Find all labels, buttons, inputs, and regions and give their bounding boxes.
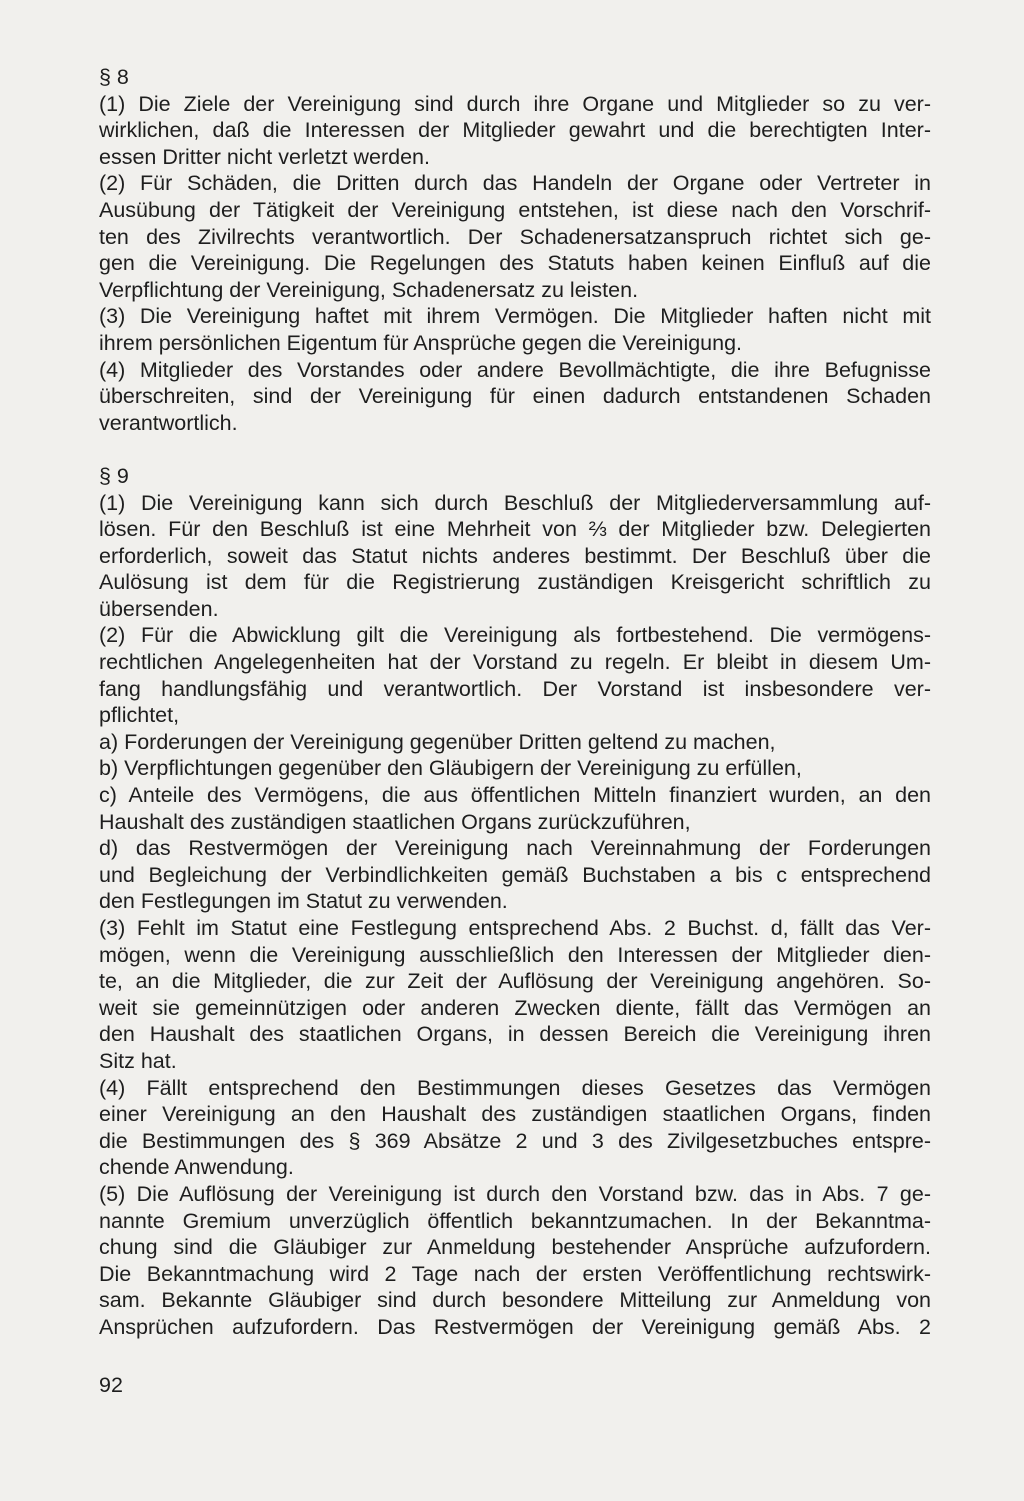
text-line: lösen. Für den Beschluß ist eine Mehrheit von ⅔ der Mitglieder bzw. Delegierten [99, 517, 931, 542]
section-heading: § 8 [99, 65, 129, 89]
text-line: wirklichen, daß die Interessen der Mitglieder gewahrt und die berechtigten Inter- [99, 118, 931, 143]
text-line: chung sind die Gläubiger zur Anmeldung bestehender Ansprüche aufzufordern. [99, 1235, 931, 1260]
text-line: übersenden. [99, 596, 219, 621]
text-line: (1) Die Vereinigung kann sich durch Beschluß der Mitgliederversammlung auf- [99, 490, 931, 515]
text-line: te, an die Mitglieder, die zur Zeit der Auflösung der Vereinigung angehören. So- [99, 969, 931, 994]
text-line: überschreiten, sind der Vereinigung für einen dadurch entstandenen Schaden [99, 384, 931, 409]
section-9-lines [99, 490, 931, 1341]
text-line: chende Anwendung. [99, 1155, 294, 1180]
text-line: (4) Fällt entsprechend den Bestimmungen dieses Gesetzes das Vermögen [99, 1075, 931, 1100]
text-line: fang handlungsfähig und verantwortlich. Der Vorstand ist insbesondere ver- [99, 676, 931, 701]
text-line: den Haushalt des staatlichen Organs, in dessen Bereich die Vereinigung ihren [99, 1022, 931, 1047]
text-line: d) das Restvermögen der Vereinigung nach Vereinnahmung der Forderungen [99, 836, 931, 861]
text-line: essen Dritter nicht verletzt werden. [99, 144, 430, 169]
text-line: und Begleichung der Verbindlichkeiten gemäß Buchstaben a bis c entsprechend [99, 862, 931, 887]
section-8-lines [99, 91, 931, 437]
text-line: die Bestimmungen des § 369 Absätze 2 und 3 des Zivilgesetzbuches entspre- [99, 1128, 931, 1153]
text-line: Aulösung ist dem für die Registrierung zuständigen Kreisgericht schriftlich zu [99, 570, 931, 595]
text-line: Sitz hat. [99, 1048, 177, 1073]
text-line: ihrem persönlichen Eigentum für Ansprüche gegen die Vereinigung. [99, 330, 743, 355]
page-number: 92 [99, 1373, 123, 1397]
text-line: (3) Fehlt im Statut eine Festlegung entsprechend Abs. 2 Buchst. d, fällt das Ver- [99, 916, 931, 940]
text-line: sam. Bekannte Gläubiger sind durch besondere Mitteilung zur Anmeldung von [99, 1288, 931, 1313]
section-heading: § 9 [99, 463, 129, 488]
text-line: (1) Die Ziele der Vereinigung sind durch ihre Organe und Mitglieder so zu ver- [99, 91, 931, 116]
text-line: pflichtet, [99, 703, 180, 728]
text-line: rechtlichen Angelegenheiten hat der Vorstand zu regeln. Er bleibt in diesem Um- [99, 650, 931, 675]
text-line: b) Verpflichtungen gegenüber den Gläubigern der Vereinigung zu erfüllen, [99, 756, 802, 781]
text-line: Verpflichtung der Vereinigung, Schadenersatz zu leisten. [99, 277, 639, 302]
text-line: gen die Vereinigung. Die Regelungen des Statuts haben keinen Einfluß auf die [99, 251, 931, 276]
text-line: den Festlegungen im Statut zu verwenden. [99, 889, 508, 914]
text-line: (2) Für Schäden, die Dritten durch das Handeln der Organe oder Vertreter in [99, 171, 931, 196]
text-line: Die Bekanntmachung wird 2 Tage nach der ersten Veröffentlichung rechtswirk- [99, 1261, 931, 1286]
text-line: mögen, wenn die Vereinigung ausschließlich den Interessen der Mitglieder dien- [99, 942, 931, 967]
body-text [99, 64, 931, 1341]
text-line: (3) Die Vereinigung haftet mit ihrem Vermögen. Die Mitglieder haften nicht mit [99, 304, 931, 329]
text-line: (5) Die Auflösung der Vereinigung ist durch den Vorstand bzw. das in Abs. 7 ge- [99, 1181, 931, 1206]
text-line: einer Vereinigung an den Haushalt des zuständigen staatlichen Organs, finden [99, 1102, 931, 1127]
text-line: c) Anteile des Vermögens, die aus öffentlichen Mitteln finanziert wurden, an den [99, 783, 931, 808]
section-8 [99, 64, 931, 436]
text-line: a) Forderungen der Vereinigung gegenüber Dritten geltend zu machen, [99, 729, 776, 754]
text-line: nannte Gremium unverzüglich öffentlich bekanntzumachen. In der Bekanntma- [99, 1208, 931, 1233]
text-line: Ausübung der Tätigkeit der Vereinigung entstehen, ist diese nach den Vorschrif- [99, 197, 931, 222]
text-line: ten des Zivilrechts verantwortlich. Der Schadenersatzanspruch richtet sich ge- [99, 224, 931, 249]
text-line: (4) Mitglieder des Vorstandes oder andere Bevollmächtigte, die ihre Befugnisse [99, 357, 931, 382]
text-line: (2) Für die Abwicklung gilt die Vereinigung als fortbestehend. Die vermögens- [99, 623, 931, 648]
section-9 [99, 463, 931, 1341]
text-line: verantwortlich. [99, 410, 238, 435]
text-line: Haushalt des zuständigen staatlichen Organs zurückzuführen, [99, 809, 691, 834]
text-line: weit sie gemeinnützigen oder anderen Zwecken diente, fällt das Vermögen an [99, 995, 931, 1020]
text-line: erforderlich, soweit das Statut nichts anderes bestimmt. Der Beschluß über die [99, 543, 931, 568]
text-line: Ansprüchen aufzufordern. Das Restvermögen der Vereinigung gemäß Abs. 2 [99, 1314, 931, 1339]
